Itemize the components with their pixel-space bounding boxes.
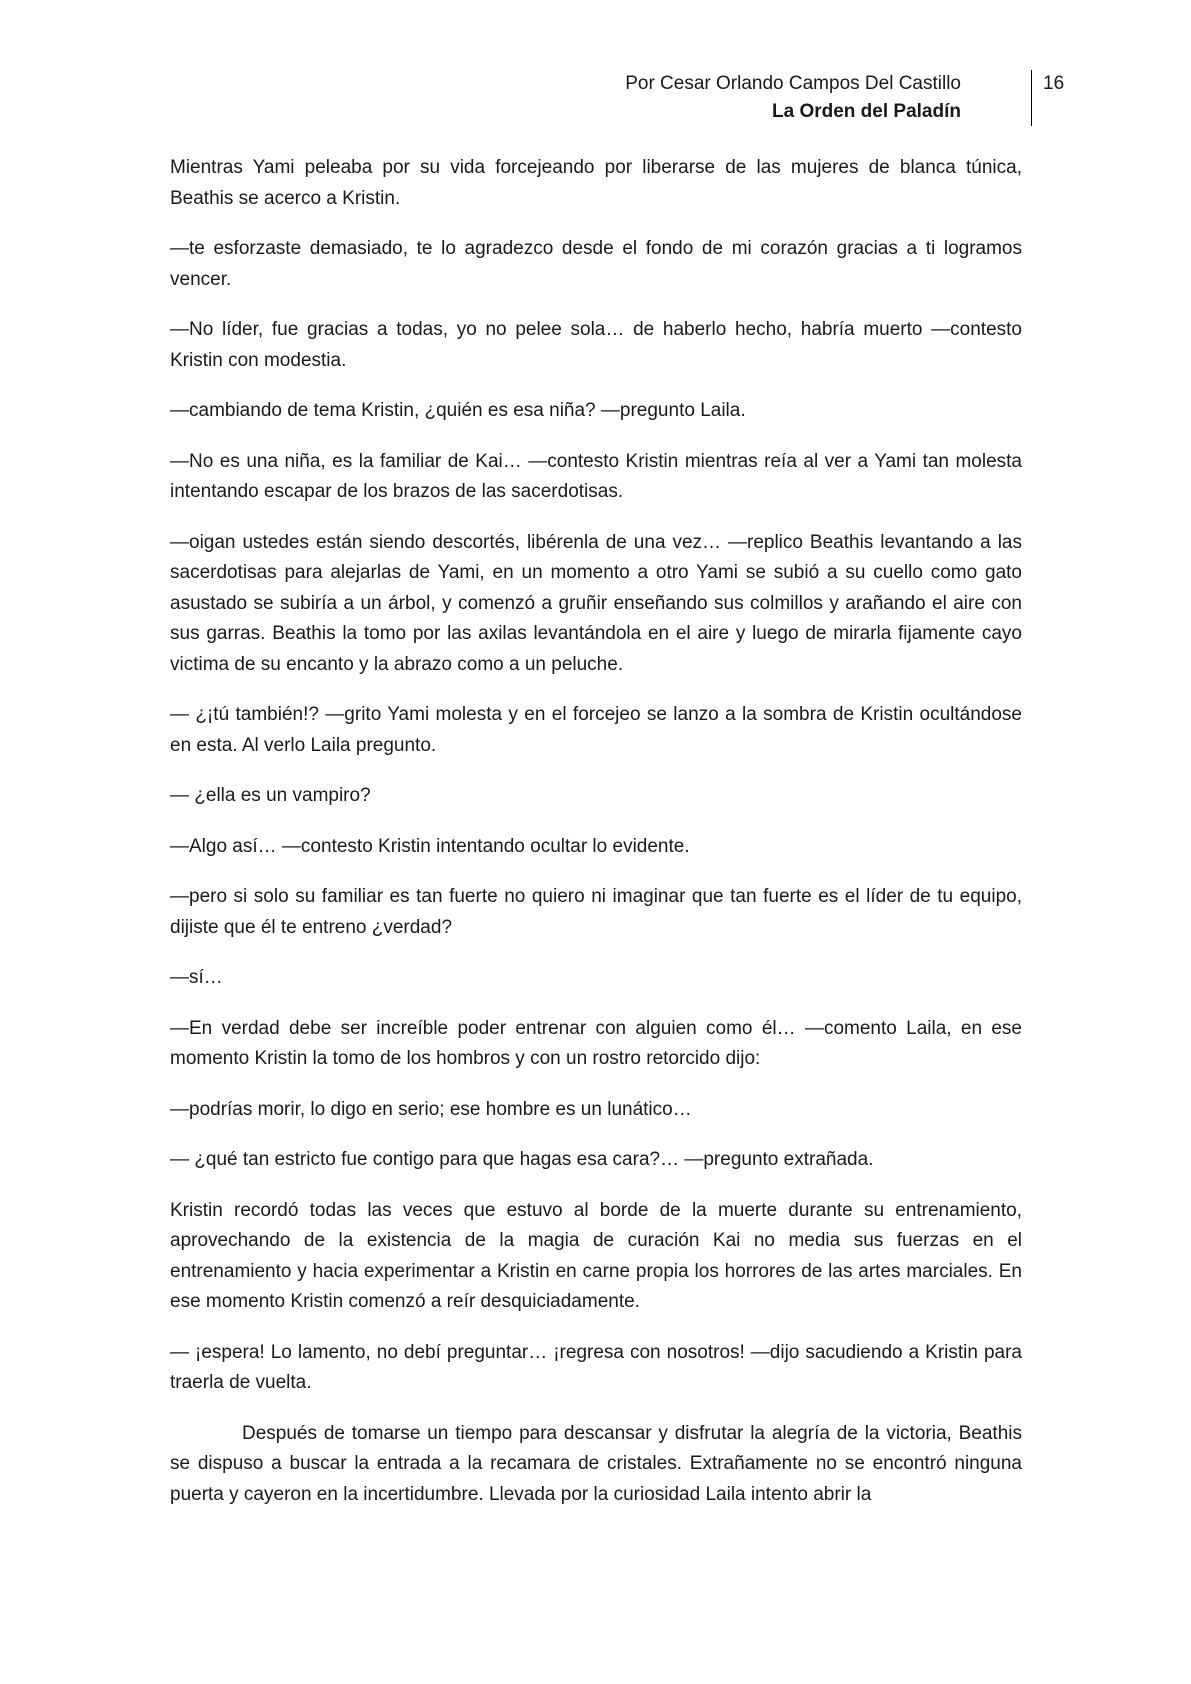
paragraph: —No es una niña, es la familiar de Kai… —contesto Kristin mientras reía al ver a Yami tan molesta intentando escapar de los brazos de las sacerdotisas. [170,450,1022,502]
paragraph: —podrías morir, lo digo en serio; ese hombre es un lunático… [170,1098,692,1120]
paragraph: —sí… [170,967,223,988]
paragraph: — ¡espera! Lo lamento, no debí preguntar… ¡regresa con nosotros! —dijo sacudiendo a Kristin para traerla de vuelta. [170,1341,1022,1393]
paragraph: —cambiando de tema Kristin, ¿quién es esa niña? —pregunto Laila. [170,400,746,421]
header-divider [1031,70,1032,126]
paragraph: Kristin recordó todas las veces que estuvo al borde de la muerte durante su entrenamiento, aprovechando de la existencia de la magia de curación Kai no media sus fuerzas en el entrenamiento y hacia experimentar a Kristin en carne propia los horrores de las artes marciales. En ese momento Kristin comenzó a reír desquiciadamente. [170,1199,1022,1312]
page-header [625,70,961,126]
author-line: Por Cesar Orlando Campos Del Castillo [625,73,961,94]
paragraph: —No líder, fue gracias a todas, yo no pelee sola… de haberlo hecho, habría muerto —contesto Kristin con modestia. [170,319,1022,371]
paragraph: —Algo así… —contesto Kristin intentando ocultar lo evidente. [170,835,690,857]
paragraph: — ¿qué tan estricto fue contigo para que hagas esa cara?… —pregunto extrañada. [170,1149,874,1170]
paragraph: — ¿¡tú también!? —grito Yami molesta y en el forcejeo se lanzo a la sombra de Kristin ocultándose en esta. Al verlo Laila pregunto. [170,704,1022,756]
paragraph: Después de tomarse un tiempo para descansar y disfrutar la alegría de la victoria, Beathis se dispuso a buscar la entrada a la recamara de cristales. Extrañamente no se encontró ninguna puerta y cayeron en la incertidumbre. Llevada por la curiosidad Laila intento abrir la [170,1422,1022,1505]
paragraph: — ¿ella es un vampiro? [170,785,371,806]
page-number: 16 [1043,73,1065,94]
book-title: La Orden del Paladín [772,101,961,122]
paragraph: —pero si solo su familiar es tan fuerte no quiero ni imaginar que tan fuerte es el líder de tu equipo, dijiste que él te entreno ¿verdad? [170,886,1022,938]
body-text [170,153,1022,1530]
paragraph: —oigan ustedes están siendo descortés, libérenla de una vez… —replico Beathis levantando a las sacerdotisas para alejarlas de Yami, en un momento a otro Yami se subió a su cuello como gato asustado se subiría a un árbol, y comenzó a gruñir enseñando sus colmillos y arañando el aire con sus garras. Beathis la tomo por las axilas levantándola en el aire y luego de mirarla fijamente cayo victima de su encanto y la abrazo como a un peluche. [170,531,1022,675]
paragraph: Mientras Yami peleaba por su vida forcejeando por liberarse de las mujeres de blanca túnica, Beathis se acerco a Kristin. [170,157,1022,209]
paragraph: —En verdad debe ser increíble poder entrenar con alguien como él… —comento Laila, en ese momento Kristin la tomo de los hombros y con un rostro retorcido dijo: [170,1017,1022,1069]
paragraph: —te esforzaste demasiado, te lo agradezco desde el fondo de mi corazón gracias a ti logramos vencer. [170,238,1022,290]
